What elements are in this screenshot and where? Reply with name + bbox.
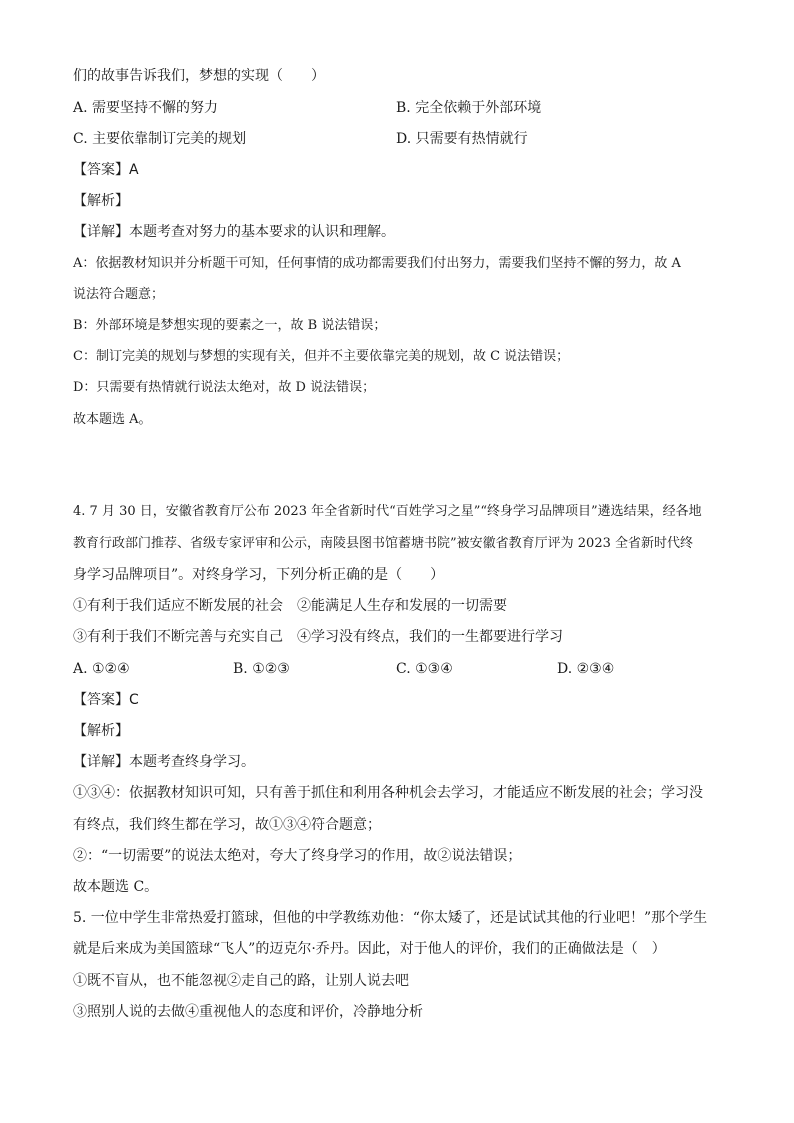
- q4-explain-line: 有终点，我们终生都在学习，故①③④符合题意；: [73, 817, 381, 833]
- q3-option-d: D. 只需要有热情就行: [396, 131, 528, 147]
- q4-stem-line: 身学习品牌项目”。对终身学习，下列分析正确的是（ ）: [73, 567, 445, 583]
- q5-stem-line: 就是后来成为美国篮球“飞人”的迈克尔·乔丹。因此，对于他人的评价，我们的正确做法是（ ）: [73, 941, 666, 957]
- q3-explain-line: 说法符合题意；: [73, 287, 165, 302]
- q3-stem-tail: 们的故事告诉我们，梦想的实现（ ）: [73, 68, 325, 84]
- q4-option-a: A. ①②④: [73, 661, 130, 677]
- q4-stem-line: 4. 7 月 30 日，安徽省教育厅公布 2023 年全省新时代“百姓学习之星”“终身学习品牌项目”遴选结果，经各地: [73, 504, 702, 519]
- q4-detail: 【详解】本题考查终身学习。: [73, 754, 255, 770]
- q4-option-c: C. ①③④: [396, 661, 453, 677]
- q3-option-a: A. 需要坚持不懈的努力: [73, 100, 219, 116]
- q3-explain-line: C：制订完美的规划与梦想的实现有关，但并不主要依靠完美的规划，故 C 说法错误；: [73, 349, 570, 364]
- q3-explain-line: D：只需要有热情就行说法太绝对，故 D 说法错误；: [73, 380, 376, 395]
- q3-answer: 【答案】A: [73, 162, 139, 178]
- q4-statement-line: ③有利于我们不断完善与充实自己 ④学习没有终点，我们的一生都要进行学习: [73, 629, 563, 645]
- q4-explain-line: ②：“一切需要”的说法太绝对，夸大了终身学习的作用，故②说法错误；: [73, 848, 522, 864]
- q4-stem-line: 教育行政部门推荐、省级专家评审和公示，南陵县图书馆蓄塘书院”被安徽省教育厅评为 2023 全省新时代终: [73, 536, 693, 551]
- q4-explain-line: 故本题选 C。: [73, 879, 159, 895]
- q3-option-b: B. 完全依赖于外部环境: [396, 100, 542, 116]
- q4-explain-line: ①③④：依据教材知识可知，只有善于抓住和利用各种机会去学习，才能适应不断发展的社会；学习没: [73, 785, 703, 801]
- q4-option-d: D. ②③④: [557, 661, 615, 677]
- q3-option-c: C. 主要依靠制订完美的规划: [73, 131, 247, 147]
- q4-answer: 【答案】C: [73, 692, 139, 708]
- q4-statement-line: ①有利于我们适应不断发展的社会 ②能满足人生存和发展的一切需要: [73, 598, 507, 614]
- q5-stem-line: 5. 一位中学生非常热爱打篮球，但他的中学教练劝他：“你太矮了，还是试试其他的行业吧！”那个学生: [73, 910, 708, 926]
- q3-detail: 【详解】本题考查对努力的基本要求的认识和理解。: [73, 224, 395, 240]
- q3-explain-line: A：依据教材知识并分析题干可知，任何事情的成功都需要我们付出努力，需要我们坚持不懈的努力，故 A: [73, 256, 681, 271]
- q4-option-b: B. ①②③: [233, 661, 290, 677]
- q3-explain-line: 故本题选 A。: [73, 412, 152, 427]
- q3-explain-line: B：外部环境是梦想实现的要素之一，故 B 说法错误；: [73, 318, 387, 333]
- q4-analysis-label: 【解析】: [73, 723, 129, 739]
- q5-statement-line: ③照别人说的去做④重视他人的态度和评价，冷静地分析: [73, 1004, 423, 1020]
- q3-analysis-label: 【解析】: [73, 193, 129, 209]
- q5-statement-line: ①既不盲从，也不能忽视②走自己的路，让别人说去吧: [73, 973, 409, 989]
